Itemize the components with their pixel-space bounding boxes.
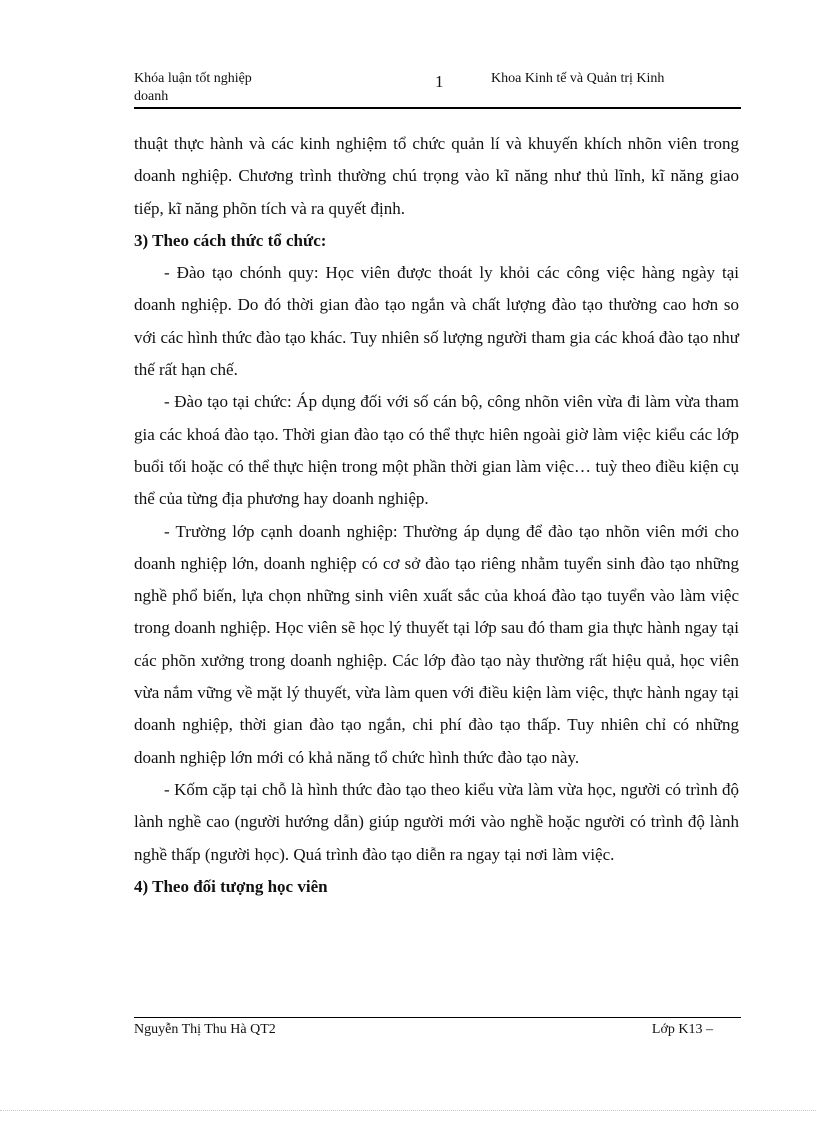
paragraph-formal-training: - Đào tạo chónh quy: Học viên được thoát ly khỏi các công việc hàng ngày tại doanh nghiệp. Do đó thời gian đào tạo ngắn và chất lượng đào tạo thường cao hơn so với các hình thức đào tạo khác. Tuy nhiên số lượng người tham gia các khoá đào tạo như thế rất hạn chế.: [134, 263, 739, 380]
page-header: [134, 70, 741, 108]
paragraph-on-the-job: - Kốm cặp tại chỗ là hình thức đào tạo theo kiểu vừa làm vừa học, người có trình độ lành nghề cao (người hướng dẫn) giúp người mới vào nghề hoặc người có trình độ lành nghề thấp (người học). Quá trình đào tạo diễn ra ngay tại nơi làm việc.: [134, 779, 739, 864]
page-footer: [134, 1020, 741, 1060]
footer-author: Nguyễn Thị Thu Hà QT2: [134, 1022, 276, 1037]
footer-class: Lớp K13 –: [651, 1022, 713, 1037]
page-body: [134, 128, 739, 903]
header-faculty: Khoa Kinh tế và Quản trị Kinh: [491, 71, 665, 86]
paragraph-enterprise-school: - Trường lớp cạnh doanh nghiệp: Thường áp dụng để đào tạo nhõn viên mới cho doanh nghiệp lớn, doanh nghiệp có cơ sở đào tạo riêng nhằm tuyển sinh đào tạo những nghề phổ biến, lựa chọn những sinh viên xuất sắc của khoá đào tạo tuyển vào làm việc trong doanh nghiệp. Học viên sẽ học lý thuyết tại lớp sau đó tham gia thực hành ngay tại các phõn xưởng trong doanh nghiệp. Các lớp đào tạo này thường rất hiệu quả, học viên vừa nắm vững về mặt lý thuyết, vừa làm quen với điều kiện làm việc, thực hành ngay tại doanh nghiệp, thời gian đào tạo ngắn, chi phí đào tạo thấp. Tuy nhiên chỉ có những doanh nghiệp lớn mới có khả năng tổ chức hình thức đào tạo này.: [134, 521, 739, 767]
paragraph-continuation: thuật thực hành và các kinh nghiệm tổ chức quản lí và khuyến khích nhõn viên trong doanh nghiệp. Chương trình thường chú trọng vào kĩ năng như thủ lĩnh, kĩ năng giao tiếp, kĩ năng phõn tích và ra quyết định.: [134, 134, 739, 218]
header-divider: [134, 107, 741, 109]
header-thesis-title: Khóa luận tốt nghiệp doanh: [134, 71, 252, 104]
paragraph-in-service-training: - Đào tạo tại chức: Áp dụng đối với số cán bộ, công nhõn viên vừa đi làm vừa tham gia các khoá đào tạo. Thời gian đào tạo có thể thực hiên ngoài giờ làm việc kiểu các lớp buổi tối hoặc có thể thực hiện trong một phần thời gian làm việc… tuỳ theo điều kiện cụ thể của từng địa phương hay doanh nghiệp.: [134, 392, 739, 509]
section-heading-learners: 4) Theo đối tượng học viên: [134, 876, 328, 896]
section-heading-organization: 3) Theo cách thức tổ chức:: [134, 230, 327, 250]
footer-divider: [134, 1017, 741, 1018]
page-number: 1: [435, 72, 444, 91]
page-edge-divider: [0, 1110, 816, 1111]
